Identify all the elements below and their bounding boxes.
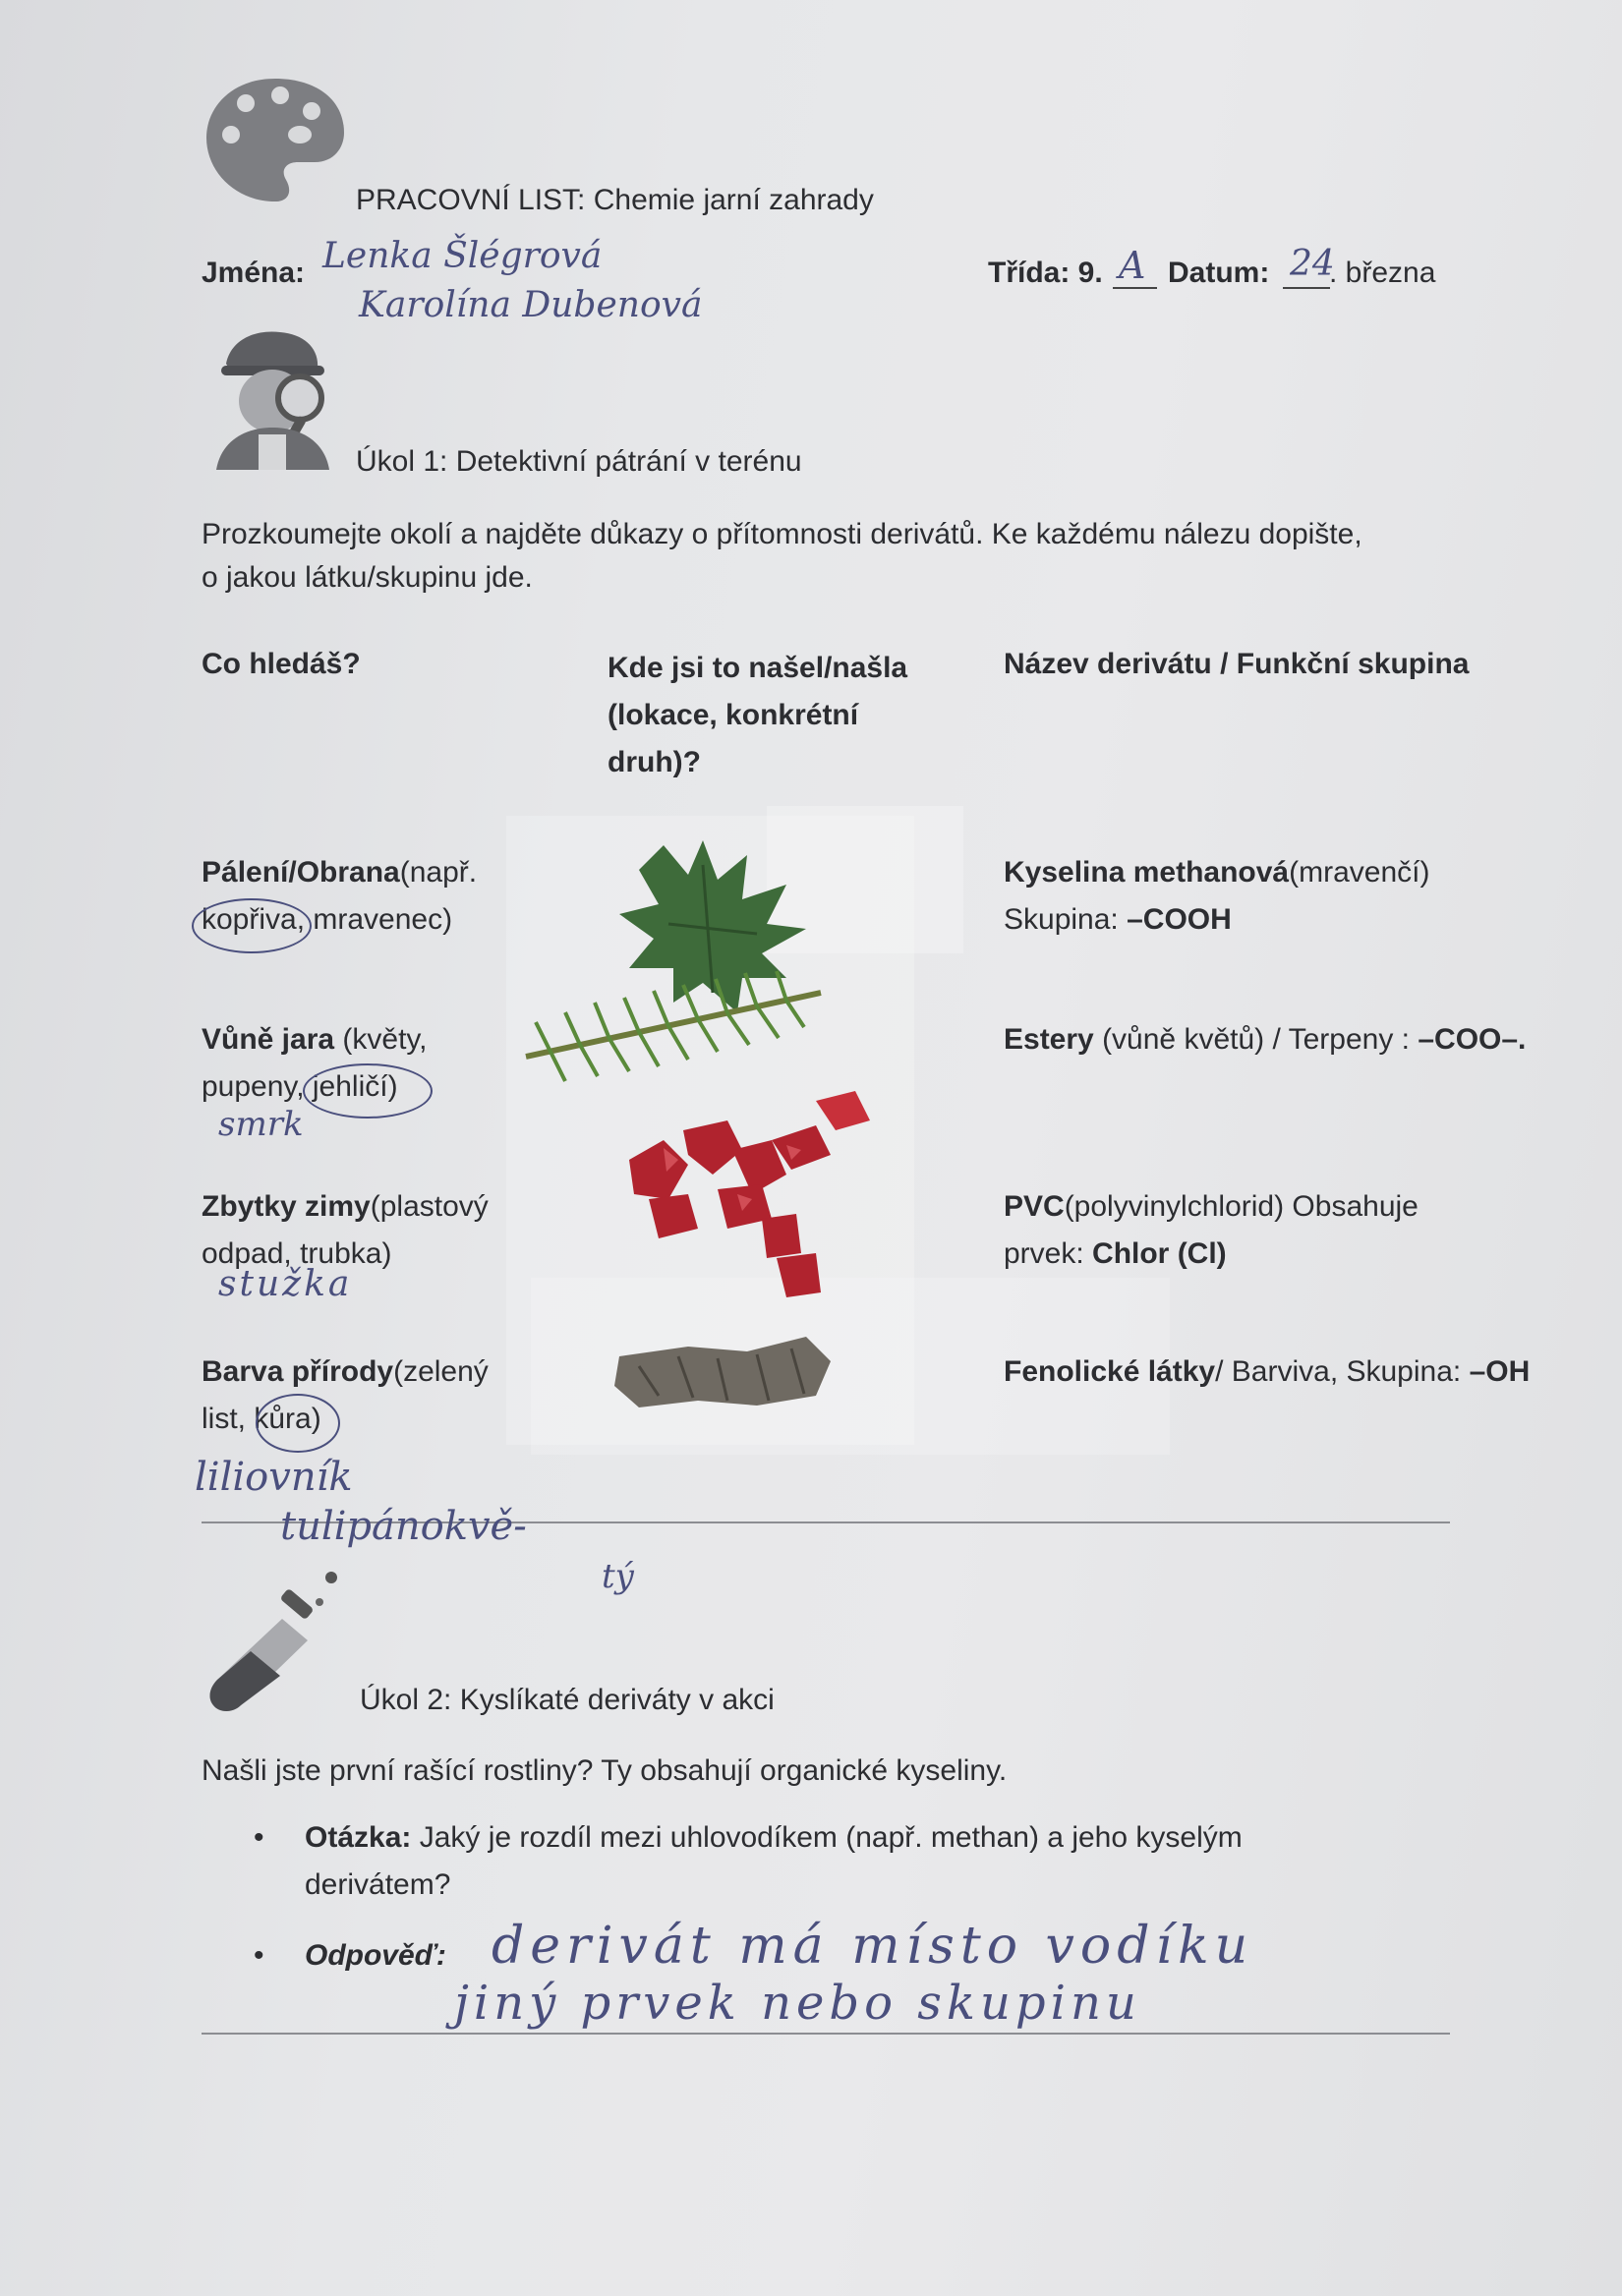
- row-4-what-rest: (zelený: [393, 1355, 489, 1388]
- task1-intro-line-2: o jakou látku/skupinu jde.: [202, 561, 533, 594]
- row-1-what-line-1: [202, 849, 477, 896]
- class-underline: [1113, 287, 1157, 289]
- row-2-circle-mark: [303, 1063, 433, 1119]
- question-text-2: derivátem?: [305, 1868, 451, 1901]
- row-1-what-bold: Pálení/Obrana: [202, 856, 400, 889]
- row-1-group-prefix: Skupina:: [1004, 903, 1128, 936]
- row-1-derivative: [1004, 849, 1429, 896]
- task1-intro-line-1: Prozkoumejte okolí a najděte důkazy o přítomnosti derivátů. Ke každému nálezu dopište,: [202, 518, 1362, 550]
- row-1-group: [1004, 896, 1232, 944]
- row-4-derivative-bold: Fenolické látky: [1004, 1355, 1216, 1388]
- row-3-group-bold: Chlor (Cl): [1092, 1237, 1227, 1270]
- row-3-what-line-2: odpad, trubka): [202, 1237, 392, 1270]
- row-1-derivative-bold: Kyselina methanová: [1004, 856, 1290, 889]
- row-4-what-line-1: [202, 1349, 489, 1396]
- task1-title: Úkol 1: Detektivní pátrání v terénu: [356, 445, 802, 478]
- answer-handwriting-2: jiný prvek nebo skupinu: [454, 1976, 1141, 2031]
- student-name-1: Lenka Šlégrová: [322, 236, 603, 276]
- row-4-derivative-rest: / Barviva, Skupina:: [1215, 1355, 1470, 1388]
- row-3-derivative-bold: PVC: [1004, 1190, 1065, 1223]
- row-2-derivative-bold: Estery: [1004, 1023, 1094, 1056]
- test-tube-icon: [202, 1568, 349, 1715]
- task2-title: Úkol 2: Kyslíkaté deriváty v akci: [360, 1684, 775, 1716]
- row-4-what-line-2: list, kůra): [202, 1403, 321, 1435]
- row-2-handwritten: smrk: [218, 1105, 304, 1144]
- row-1-group-bold: –COOH: [1127, 903, 1232, 936]
- answer-label: Odpověď:: [305, 1939, 446, 1972]
- answer-line-task2: [202, 2033, 1450, 2035]
- task2-question: [305, 1814, 1243, 1862]
- row-2-what-line-2: pupeny, jehličí): [202, 1070, 398, 1103]
- row-2-what-rest: (květy,: [334, 1023, 428, 1056]
- row-4-circle-mark: [256, 1394, 340, 1453]
- row-3-what-bold: Zbytky zimy: [202, 1190, 371, 1223]
- question-label: Otázka:: [305, 1821, 412, 1854]
- row-2-group-bold: –COO–.: [1418, 1023, 1527, 1056]
- column-header-where-3: druh)?: [608, 746, 701, 778]
- date-suffix: . března: [1329, 257, 1436, 289]
- row-1-circle-mark: [192, 898, 312, 953]
- row-1-derivative-rest: (mravenčí): [1289, 856, 1430, 889]
- date-label: Datum:: [1168, 257, 1270, 289]
- task2-answer: [305, 1932, 446, 1980]
- row-2-what-bold: Vůně jara: [202, 1023, 335, 1056]
- row-3-group: [1004, 1231, 1227, 1278]
- row-1-what-rest: (např.: [399, 856, 478, 889]
- column-header-what: Co hledáš?: [202, 648, 361, 680]
- row-2-derivative-rest: (vůně květů) / Terpeny :: [1093, 1023, 1419, 1056]
- row-2-derivative: [1004, 1016, 1526, 1063]
- date-value: 24: [1290, 244, 1335, 284]
- row-3-what-rest: (plastový: [370, 1190, 489, 1223]
- palette-icon: [202, 74, 349, 206]
- column-header-derivative: Název derivátu / Funkční skupina: [1004, 648, 1470, 680]
- question-text-1: Jaký je rozdíl mezi uhlovodíkem (např. methan) a jeho kyselým: [411, 1821, 1243, 1854]
- student-name-2: Karolína Dubenová: [359, 285, 703, 325]
- row-2-what-line-1: [202, 1016, 428, 1063]
- row-4-what-bold: Barva přírody: [202, 1355, 394, 1388]
- row-3-derivative: [1004, 1183, 1419, 1231]
- task2-intro: Našli jste první rašící rostliny? Ty obsahují organické kyseliny.: [202, 1754, 1008, 1787]
- column-header-where-1: Kde jsi to našel/našla: [608, 652, 908, 684]
- row-4-derivative: [1004, 1349, 1530, 1396]
- answer-handwriting-1: derivát má místo vodíku: [492, 1917, 1254, 1976]
- row-3-handwritten: stužka: [218, 1264, 353, 1304]
- row-4-group-bold: –OH: [1469, 1355, 1531, 1388]
- extra-handwriting-2: tulipánokvě-: [280, 1504, 527, 1549]
- detective-icon: [202, 324, 349, 470]
- row-1-what-line-2: kopřiva, mravenec): [202, 903, 453, 936]
- extra-handwriting-1: liliovník: [195, 1455, 353, 1500]
- class-value: A: [1119, 244, 1146, 287]
- extra-handwriting-3: tý: [602, 1557, 634, 1596]
- column-header-where-2: (lokace, konkrétní: [608, 699, 859, 731]
- worksheet-title: PRACOVNÍ LIST: Chemie jarní zahrady: [356, 184, 874, 216]
- row-3-derivative-rest: (polyvinylchlorid) Obsahuje: [1064, 1190, 1419, 1223]
- names-label: Jména:: [202, 257, 306, 289]
- row-3-what-line-1: [202, 1183, 489, 1231]
- date-underline: [1283, 287, 1330, 289]
- row-3-group-prefix: prvek:: [1004, 1237, 1093, 1270]
- class-label: Třída: 9.: [988, 257, 1103, 289]
